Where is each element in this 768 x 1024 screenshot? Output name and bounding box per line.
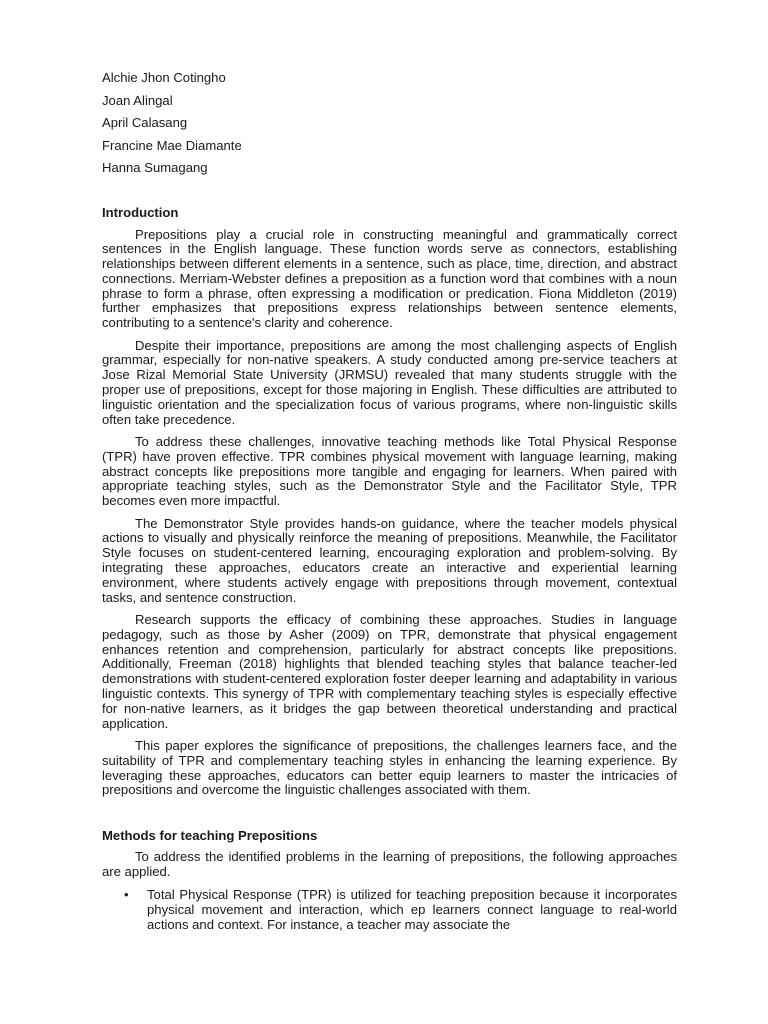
- methods-section: [102, 828, 677, 933]
- document-page: [102, 70, 677, 932]
- bullet-icon: •: [124, 887, 129, 903]
- author-name: Alchie Jhon Cotingho: [102, 70, 226, 85]
- methods-bullet-list: [102, 887, 677, 932]
- introduction-paragraph: This paper explores the significance of prepositions, the challenges learners face, and the suitability of TPR and complementary teaching styles in enhancing the learning experience. By leveraging these approaches, educators can better equip learners to master the intricacies of prepositions and overcome the linguistic challenges associated with them.: [102, 737, 677, 798]
- author-name: Francine Mae Diamante: [102, 137, 242, 153]
- methods-intro-paragraph: To address the identified problems in the learning of prepositions, the following approaches are applied.: [102, 849, 677, 880]
- introduction-paragraph: Research supports the efficacy of combining these approaches. Studies in language pedagogy, such as those by Asher (2009) on TPR, demonstrate that physical engagement enhances retention and comprehension, particularly for abstract concepts like prepositions. Additionally, Freeman (2018) highlights that blended teaching styles that balance teacher-led demonstrations with student-centered exploration foster deeper learning and adaptability in various linguistic contexts. This synergy of TPR with complementary teaching styles is especially effective for non-native learners, as it bridges the gap between theoretical understanding and practical application.: [102, 612, 677, 731]
- introduction-heading: Introduction: [102, 205, 179, 220]
- author-name: Joan Alingal: [102, 92, 173, 108]
- methods-heading: Methods for teaching Prepositions: [102, 827, 318, 843]
- list-item-text: Total Physical Response (TPR) is utilized for teaching preposition because it incorporates physical movement and interaction, which ep learners connect language to real-world actions and context. For instance, a teacher may associate the: [147, 887, 677, 933]
- section-spacer: [102, 806, 677, 828]
- introduction-paragraph: Prepositions play a crucial role in constructing meaningful and grammatically correct sentences in the English language. These function words serve as connectors, establishing relationships between different elements in a sentence, such as place, time, direction, and abstract connections. Merriam-Webster defines a preposition as a function word that combines with a noun phrase to form a phrase, often expressing a modification or predication. Fiona Middleton (2019) further emphasizes that prepositions express relationships between sentence elements, contributing to a sentence's clarity and coherence.: [102, 226, 677, 331]
- author-name: April Calasang: [102, 115, 188, 130]
- introduction-paragraph: The Demonstrator Style provides hands-on guidance, where the teacher models physical actions to visually and physically reinforce the meaning of prepositions. Meanwhile, the Facilitator Style focuses on student-centered learning, encouraging exploration and problem-solving. By integrating these approaches, educators create an interactive and experiential learning environment, where students actively engage with prepositions through movement, contextual tasks, and sentence construction.: [102, 515, 677, 605]
- author-name: Hanna Sumagang: [102, 160, 208, 175]
- list-item: [102, 887, 677, 932]
- introduction-section: [102, 205, 677, 798]
- introduction-paragraph: To address these challenges, innovative teaching methods like Total Physical Response (TPR) have proven effective. TPR combines physical movement with language learning, making abstract concepts like prepositions more tangible and engaging for learners. When paired with appropriate teaching styles, such as the Demonstrator Style and the Facilitator Style, TPR becomes even more impactful.: [102, 434, 677, 509]
- author-list: [102, 70, 677, 175]
- introduction-paragraph: Despite their importance, prepositions are among the most challenging aspects of English grammar, especially for non-native speakers. A study conducted among pre-service teachers at Jose Rizal Memorial State University (JRMSU) revealed that many students struggle with the proper use of prepositions, except for those majoring in English. These difficulties are attributed to linguistic orientation and the specialization focus of various programs, where non-linguistic skills often take precedence.: [102, 337, 677, 427]
